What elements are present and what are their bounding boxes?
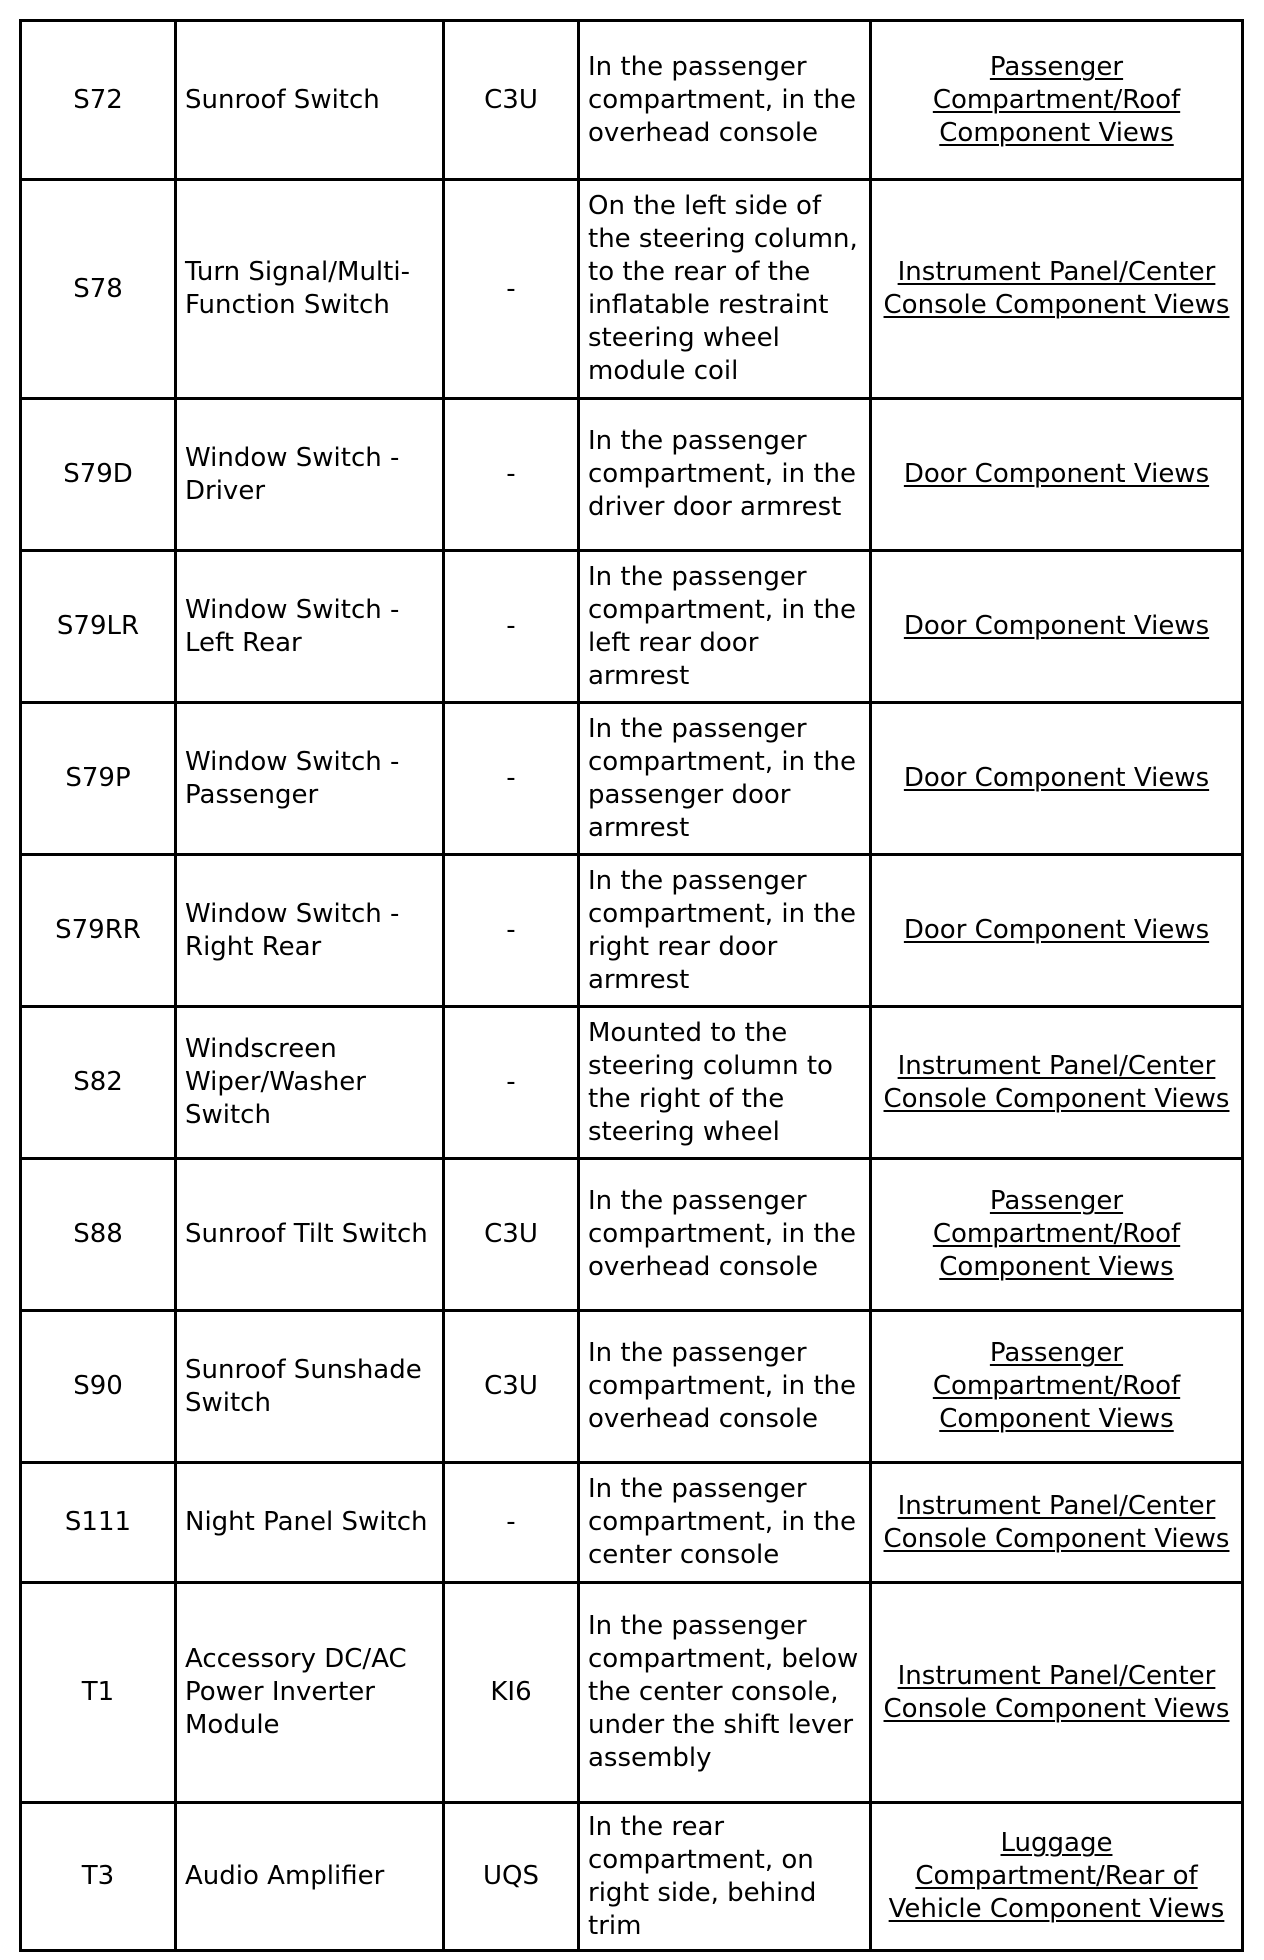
component-location: In the passenger compartment, in the driver door armrest (579, 399, 871, 551)
option-code: - (444, 1463, 579, 1583)
component-view-link[interactable]: Door Component Views (903, 763, 1210, 793)
component-location: In the passenger compartment, in the overhead console (579, 21, 871, 180)
view-link-cell (871, 855, 1243, 1007)
component-location: Mounted to the steering column to the right of the steering wheel (579, 1007, 871, 1159)
component-view-link[interactable]: Passenger Compartment/Roof Component Views (932, 1186, 1181, 1282)
option-code: C3U (444, 1311, 579, 1463)
component-name: Sunroof Sunshade Switch (176, 1311, 444, 1463)
table-row (21, 1583, 1243, 1803)
component-location: In the passenger compartment, below the center console, under the shift lever assembly (579, 1583, 871, 1803)
option-code: - (444, 551, 579, 703)
component-id: S79P (21, 703, 176, 855)
component-view-link[interactable]: Instrument Panel/Center Console Component Views (883, 1050, 1230, 1114)
table-row (21, 1159, 1243, 1311)
component-name: Sunroof Switch (176, 21, 444, 180)
table-row (21, 180, 1243, 399)
component-id: T1 (21, 1583, 176, 1803)
table-row (21, 1007, 1243, 1159)
view-link-cell (871, 399, 1243, 551)
option-code: - (444, 399, 579, 551)
component-id: T3 (21, 1803, 176, 1951)
component-location: In the passenger compartment, in the center console (579, 1463, 871, 1583)
view-link-cell (871, 21, 1243, 180)
view-link-cell (871, 1311, 1243, 1463)
component-name: Window Switch - Driver (176, 399, 444, 551)
view-link-cell (871, 1159, 1243, 1311)
table-row (21, 399, 1243, 551)
component-view-link[interactable]: Door Component Views (903, 915, 1210, 945)
view-link-cell (871, 1007, 1243, 1159)
component-view-link[interactable]: Door Component Views (903, 459, 1210, 489)
component-id: S72 (21, 21, 176, 180)
component-view-link[interactable]: Instrument Panel/Center Console Component Views (883, 1660, 1230, 1724)
view-link-cell (871, 703, 1243, 855)
component-view-link[interactable]: Passenger Compartment/Roof Component Views (932, 1338, 1181, 1434)
table-row (21, 551, 1243, 703)
component-name: Night Panel Switch (176, 1463, 444, 1583)
component-name: Window Switch - Passenger (176, 703, 444, 855)
component-location: In the passenger compartment, in the right rear door armrest (579, 855, 871, 1007)
view-link-cell (871, 1583, 1243, 1803)
option-code: C3U (444, 1159, 579, 1311)
table-row (21, 703, 1243, 855)
option-code: KI6 (444, 1583, 579, 1803)
component-location: In the passenger compartment, in the left rear door armrest (579, 551, 871, 703)
view-link-cell (871, 1803, 1243, 1951)
component-view-link[interactable]: Instrument Panel/Center Console Component Views (883, 257, 1230, 320)
component-name: Windscreen Wiper/Washer Switch (176, 1007, 444, 1159)
component-location: In the passenger compartment, in the overhead console (579, 1311, 871, 1463)
component-id: S88 (21, 1159, 176, 1311)
component-view-link[interactable]: Passenger Compartment/Roof Component Views (932, 51, 1181, 148)
option-code: C3U (444, 21, 579, 180)
component-location: On the left side of the steering column, to the rear of the inflatable restraint steering wheel module coil (579, 180, 871, 399)
option-code: - (444, 180, 579, 399)
option-code: - (444, 855, 579, 1007)
table-row (21, 1463, 1243, 1583)
component-id: S111 (21, 1463, 176, 1583)
component-location: In the passenger compartment, in the overhead console (579, 1159, 871, 1311)
component-name: Window Switch - Left Rear (176, 551, 444, 703)
component-name: Turn Signal/Multi-Function Switch (176, 180, 444, 399)
component-location: In the rear compartment, on right side, behind trim (579, 1803, 871, 1951)
table-row (21, 855, 1243, 1007)
component-id: S82 (21, 1007, 176, 1159)
table-row (21, 21, 1243, 180)
view-link-cell (871, 1463, 1243, 1583)
component-view-link[interactable]: Door Component Views (903, 611, 1210, 641)
component-name: Audio Amplifier (176, 1803, 444, 1951)
component-view-link[interactable]: Instrument Panel/Center Console Component Views (883, 1490, 1230, 1554)
component-location: In the passenger compartment, in the passenger door armrest (579, 703, 871, 855)
component-id: S79LR (21, 551, 176, 703)
component-id: S78 (21, 180, 176, 399)
component-id: S79RR (21, 855, 176, 1007)
option-code: - (444, 1007, 579, 1159)
table-row (21, 1311, 1243, 1463)
option-code: UQS (444, 1803, 579, 1951)
view-link-cell (871, 551, 1243, 703)
component-locator-table (19, 19, 1244, 1952)
component-view-link[interactable]: Luggage Compartment/Rear of Vehicle Component Views (888, 1828, 1225, 1924)
option-code: - (444, 703, 579, 855)
component-name: Window Switch - Right Rear (176, 855, 444, 1007)
view-link-cell (871, 180, 1243, 399)
component-id: S79D (21, 399, 176, 551)
component-name: Accessory DC/AC Power Inverter Module (176, 1583, 444, 1803)
table-row (21, 1803, 1243, 1951)
component-id: S90 (21, 1311, 176, 1463)
component-name: Sunroof Tilt Switch (176, 1159, 444, 1311)
